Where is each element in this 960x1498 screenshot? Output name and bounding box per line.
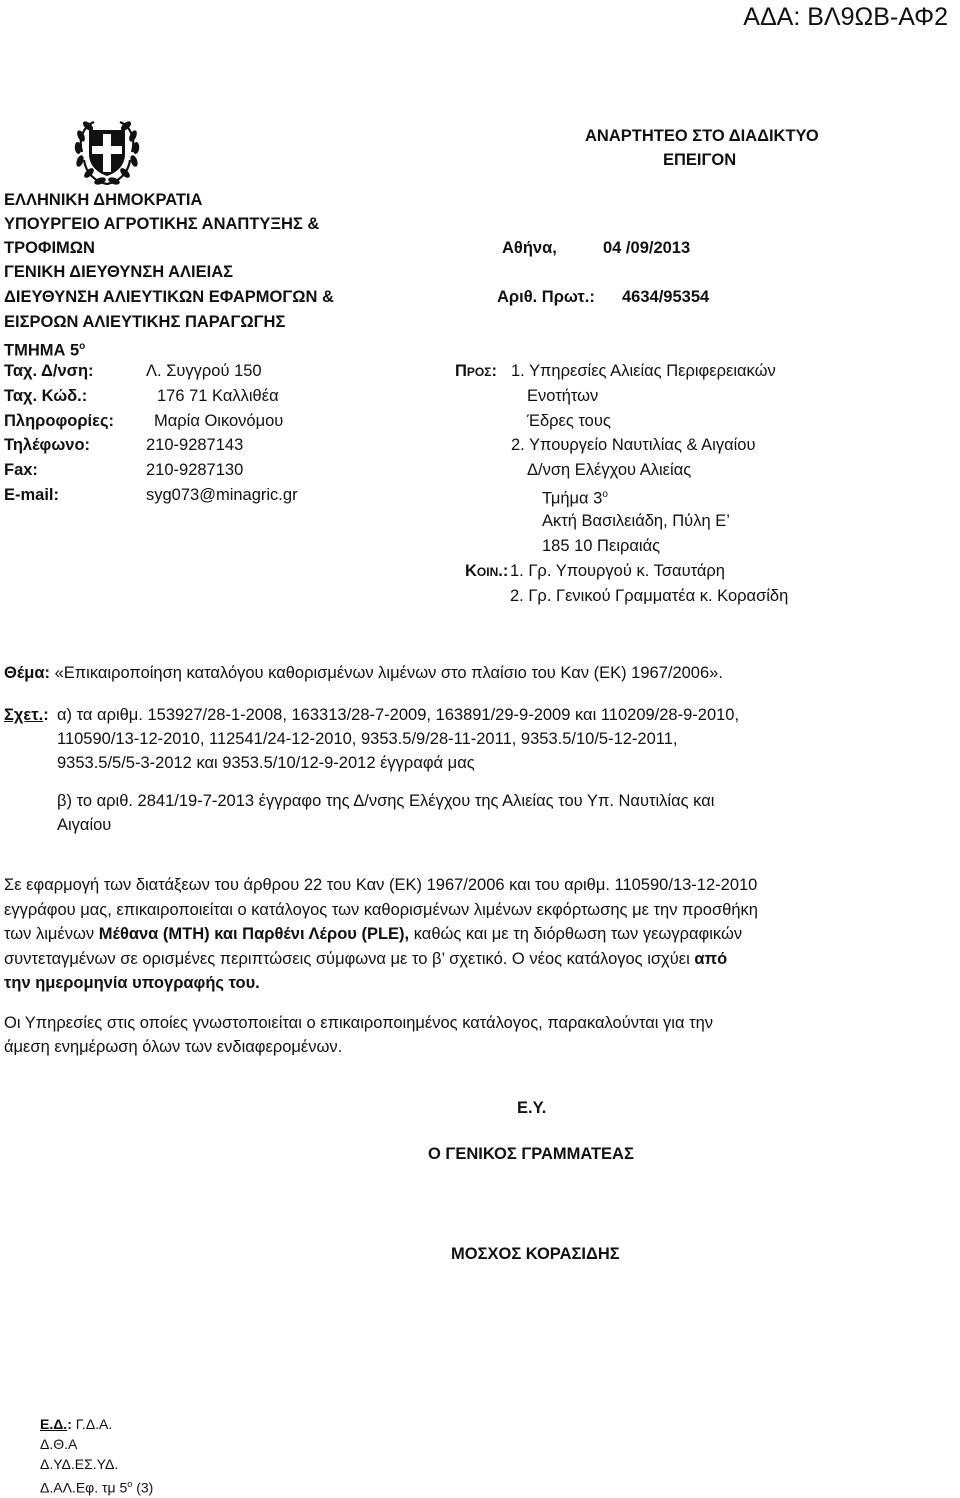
recipient-line: 1. Υπηρεσίες Αλιείας Περιφερειακών (511, 362, 776, 380)
recipient-line: 185 10 Πειραιάς (542, 537, 661, 555)
contact-label: Fax: (4, 461, 38, 479)
reference-a-line: α) τα αριθμ. 153927/28-1-2008, 163313/28-7-2009, 163891/29-9-2009 και 110209/28-9-2010, (57, 706, 740, 724)
subject-text: «Επικαιροποίηση καταλόγου καθορισμένων λιμένων στο πλαίσιο του Καν (ΕΚ) 1967/2006». (54, 664, 723, 682)
body-paragraph-line: των λιμένων Μέθανα (ΜΤΗ) και Παρθένι Λέρου (PLE), καθώς και με τη διόρθωση των γεωγραφικών (4, 925, 743, 943)
reference-a-line: 110590/13-12-2010, 112541/24-12-2010, 9353.5/9/28-11-2011, 9353.5/10/5-12-2011, (57, 730, 678, 748)
cc-line: 2. Γρ. Γενικού Γραμματέα κ. Κορασίδη (510, 587, 789, 605)
reference-b-line: Αιγαίου (57, 816, 112, 834)
issuer-line: ΥΠΟΥΡΓΕΙΟ ΑΓΡΟΤΙΚΗΣ ΑΝΑΠΤΥΞΗΣ & (4, 215, 320, 233)
body-paragraph-line: συντεταγμένων σε ορισμένες περιπτώσεις σύμφωνα με το β’ σχετικό. Ο νέος κατάλογος ισχύει από (4, 950, 728, 968)
contact-label: Ταχ. Δ/νση: (4, 362, 94, 380)
internal-distribution-item: Δ.ΥΔ.ΕΣ.ΥΔ. (40, 1456, 119, 1472)
internal-distribution-first: Ε.Δ.: Γ.Δ.Α. (40, 1416, 113, 1432)
recipient-line: Έδρες τους (527, 412, 611, 430)
contact-value: 176 71 Καλλιθέα (157, 387, 279, 405)
issuer-line: ΕΛΛΗΝΙΚΗ ΔΗΜΟΚΡΑΤΙΑ (4, 191, 203, 209)
contact-label: Ταχ. Κώδ.: (4, 387, 88, 405)
issuer-line: ΤΡΟΦΙΜΩΝ (4, 239, 95, 257)
signature-title: Ο ΓΕΝΙΚΟΣ ΓΡΑΜΜΑΤΕΑΣ (428, 1145, 634, 1163)
reference-a-line: 9353.5/5/5-3-2012 και 9353.5/10/12-9-2012 έγγραφά μας (57, 754, 475, 772)
contact-label: E-mail: (4, 486, 60, 504)
signature-name: ΜΟΣΧΟΣ ΚΟΡΑΣΙΔΗΣ (451, 1245, 620, 1263)
recipient-line: Ενοτήτων (527, 387, 599, 405)
coat-of-arms-icon (72, 116, 142, 188)
body-paragraph-line: Σε εφαρμογή των διατάξεων του άρθρου 22 του Καν (ΕΚ) 1967/2006 και του αριθμ. 110590/13-12-2010 (4, 876, 758, 894)
date-value: 04 /09/2013 (603, 239, 691, 257)
internal-distribution-item: Δ.ΑΛ.Εφ. τμ $5^o$ (3) (40, 1479, 154, 1496)
date-label: Αθήνα, (502, 239, 557, 257)
contact-value: 210-9287130 (146, 461, 244, 479)
notice-publish-online: ΑΝΑΡΤΗΤΕΟ ΣΤΟ ΔΙΑΔΙΚΤΥΟ (585, 127, 819, 145)
issuer-line: ΔΙΕΥΘΥΝΣΗ ΑΛΙΕΥΤΙΚΩΝ ΕΦΑΡΜΟΓΩΝ & (4, 288, 334, 306)
signature-ey: Ε.Υ. (517, 1099, 547, 1117)
ada-code: ΑΔΑ: ΒΛ9ΩΒ-ΑΦ2 (743, 3, 948, 31)
protocol-label: Αριθ. Πρωτ.: (497, 288, 595, 306)
recipient-line: 2. Υπουργείο Ναυτιλίας & Αιγαίου (511, 436, 756, 454)
references-label: Σχετ.: (4, 706, 49, 724)
body-paragraph-line: Οι Υπηρεσίες στις οποίες γνωστοποιείται ο επικαιροποιημένος κατάλογος, παρακαλούνται για την (4, 1014, 714, 1032)
contact-label: Τηλέφωνο: (4, 436, 91, 454)
subject (4, 661, 723, 685)
issuer-line: ΕΙΣΡΟΩΝ ΑΛΙΕΥΤΙΚΗΣ ΠΑΡΑΓΩΓΗΣ (4, 313, 286, 331)
subject-label: Θέμα: (4, 664, 51, 682)
body-paragraph-line: την ημερομηνία υπογραφής του. (4, 974, 260, 992)
contact-label: Πληροφορίες: (4, 412, 115, 430)
notice-urgent: ΕΠΕΙΓΟΝ (663, 151, 737, 169)
contact-value: Λ. Συγγρού 150 (146, 362, 262, 380)
reference-b-line: β) το αριθ. 2841/19-7-2013 έγγραφο της Δ/νσης Ελέγχου της Αλιείας του Υπ. Ναυτιλίας και (57, 792, 715, 810)
body-paragraph-line: εγγράφου μας, επικαιροποιείται ο κατάλογος των καθορισμένων λιμένων εκφόρτωσης με την προσθήκη (4, 901, 758, 919)
recipient-line: Δ/νση Ελέγχου Αλιείας (527, 461, 692, 479)
recipients-label: Προσ: (455, 362, 497, 380)
body-paragraph-line: άμεση ενημέρωση όλων των ενδιαφερομένων. (4, 1038, 343, 1056)
recipient-line: Τμήμα $3^o$ (542, 489, 608, 508)
internal-distribution-item: Δ.Θ.Α (40, 1436, 78, 1452)
issuer-section: ΤΜΗΜΑ $5^o$ (4, 341, 86, 360)
protocol-number: 4634/95354 (622, 288, 710, 306)
cc-line: 1. Γρ. Υπουργού κ. Τσαυτάρη (510, 562, 725, 580)
contact-value: Μαρία Οικονόμου (154, 412, 284, 430)
contact-value: 210-9287143 (146, 436, 244, 454)
cc-label: Κοιν.: (465, 562, 509, 580)
contact-email: syg073@minagric.gr (146, 486, 298, 504)
recipient-line: Ακτή Βασιλειάδη, Πύλη Ε’ (542, 512, 730, 530)
issuer-line: ΓΕΝΙΚΗ ΔΙΕΥΘΥΝΣΗ ΑΛΙΕΙΑΣ (4, 263, 234, 281)
